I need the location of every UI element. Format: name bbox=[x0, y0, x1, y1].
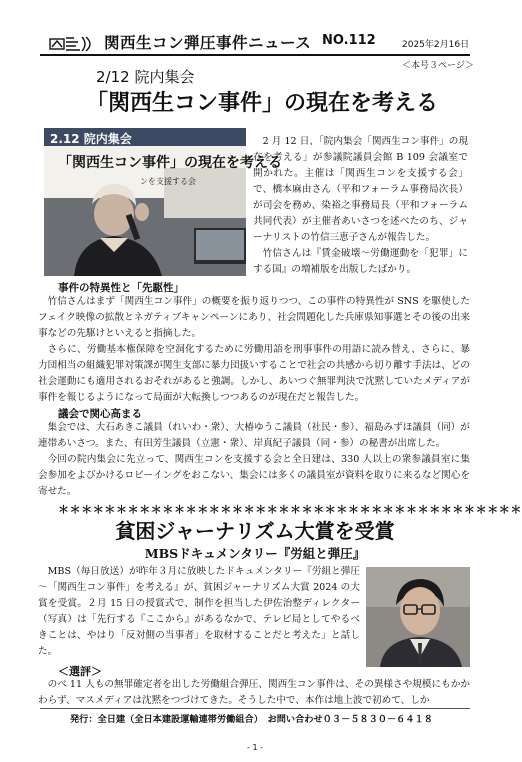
star-divider: ＊＊＊＊＊＊＊＊＊＊＊＊＊＊＊＊＊＊＊＊＊＊＊＊＊＊＊＊＊＊＊＊＊＊＊＊＊＊＊＊ bbox=[58, 503, 522, 516]
award-subheadline: MBSドキュメンタリー『労組と弾圧』 bbox=[144, 546, 366, 561]
article-intro bbox=[253, 134, 468, 278]
section-heading: 議会で関心高まる bbox=[58, 408, 142, 420]
section-heading: 事件の特異性と「先駆性」 bbox=[58, 282, 184, 294]
body-paragraph: 集会では、大石あきこ議員（れいわ・衆）、大椿ゆうこ議員（社民・参）、福島みずほ議員（同）が連帯あいさつ。また、有田芳生議員（立憲・衆）、岸真紀子議員（同・参）の秘書が出席した。 bbox=[38, 422, 470, 449]
award-body bbox=[38, 564, 360, 660]
selection-heading: ＜選評＞ bbox=[58, 665, 102, 678]
intro-paragraph: 竹信さんは『賃金破壊～労働運動を「犯罪」にする国』の増補版を出版したばかり。 bbox=[253, 248, 468, 275]
newsletter-logo bbox=[48, 34, 96, 54]
event-label: 2/12 院内集会 bbox=[96, 68, 195, 86]
page-number: - 1 - bbox=[247, 743, 263, 752]
director-photo-image bbox=[366, 567, 470, 667]
newsletter-title: 関西生コン弾圧事件ニュース bbox=[104, 34, 312, 52]
rally-photo-image bbox=[44, 128, 246, 276]
award-headline: 貧困ジャーナリズム大賞を受賞 bbox=[115, 519, 395, 543]
section-body bbox=[38, 294, 470, 406]
body-paragraph: 竹信さんはまず「関西生コン事件」の概要を振り返りつつ、この事件の特異性が SNS を駆使したフェイク映像の拡散とネガティブキャンペーンにあり、社会問題化した兵庫県知事選とその後の出来事などの先駆けといえると指摘した。 bbox=[38, 296, 470, 339]
publisher-contact: 発行：全日建（全日本建設運輸連帯労働組合） お問い合わせ０３－５８３０－６４１８ bbox=[70, 714, 433, 725]
body-paragraph: さらに、労働基本権保障を空洞化するために労働用語を刑事事件の用語に読み替え、さらに、暴力団相当の組織犯罪対策課が関生支部に暴力団扱いすることで社会の共感から切り離す手法は、どの社会運動にも適用されるおそれがあると強調。しかし、あいつぐ無罪判決で沈黙していたメディアが事件を報じるようになって局面が大転換しつつあるのが現在だと報告した。 bbox=[38, 344, 470, 403]
photo-caption-event: 2.12 院内集会 bbox=[50, 132, 132, 146]
photo-banner-title: 「関西生コン事件」の現在を考える bbox=[58, 155, 282, 171]
rally-photo bbox=[44, 128, 282, 276]
selection-body bbox=[38, 677, 470, 709]
director-photo bbox=[366, 567, 470, 667]
footer-rule bbox=[40, 708, 470, 709]
intro-paragraph: 2 月 12 日、「院内集会「関西生コン事件」の現在を考える」が参議院議員会館 B 109 会議室で開かれた。主催は「関西生コンを支援する会」で、橋本麻由さん（平和フォーラム事務局次長）が司会を務め、染裕之事務局長（平和フォーラム共同代表）が主催者あいさつを述べたのち、ジャーナリストの竹信三恵子さんが報告した。 bbox=[253, 136, 468, 243]
article-headline: 「関西生コン事件」の現在を考える bbox=[86, 90, 439, 116]
issue-number: NO.112 bbox=[322, 33, 376, 48]
header-rule bbox=[40, 54, 470, 56]
issue-date: 2025年2月16日 bbox=[402, 40, 470, 50]
body-paragraph: 今回の院内集会に先立って、関西生コンを支援する会と全日建は、330 人以上の衆参議員室に集会参加をよびかけるロビーイングをおこない、集会には多くの議員室が資料を取りに来るなど関心を寄せた。 bbox=[38, 454, 470, 497]
page-tag: ＜本号３ページ＞ bbox=[402, 61, 474, 71]
body-paragraph: MBS（毎日放送）が昨年３月に放映したドキュメンタリー『労組と弾圧～「関西生コン事件」を考える』が、貧困ジャーナリズム大賞 2024 の大賞を受賞。２月 15 日の授賞式で、制作を担当した伊佐治整ディレクター（写真）は「先行する『ここから』があるなかで、テレビ局としてやるべきことは、やはり「反対側の当事者」を取材することだと考えた」と話した。 bbox=[38, 566, 360, 657]
section-body bbox=[38, 420, 470, 500]
body-paragraph: のべ 11 人もの無罪確定者を出した労働組合弾圧、関西生コン事件は、その異様さや規模にもかかわらず、マスメディアは沈黙をつづけてきた。そうした中で、本作は地上波で初めて、しか bbox=[38, 679, 470, 706]
photo-banner-sub: ンを支援する会 bbox=[140, 177, 196, 186]
